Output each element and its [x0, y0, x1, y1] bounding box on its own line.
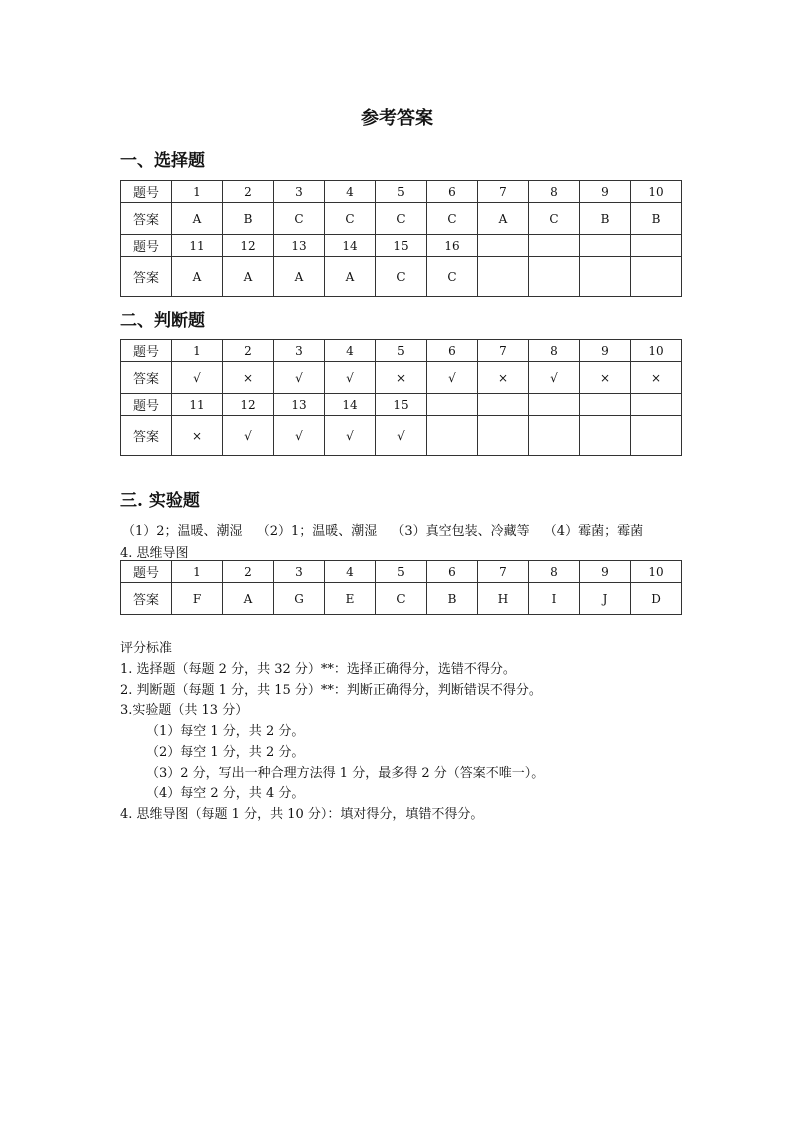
- table-row: [121, 394, 682, 416]
- table-cell: 15: [376, 235, 427, 257]
- table-cell: [529, 235, 580, 257]
- table-cell: 11: [172, 235, 223, 257]
- table-cell: 14: [325, 394, 376, 416]
- table-cell: 9: [580, 181, 631, 203]
- scoring-line: 3.实验题（共 13 分）: [120, 703, 249, 718]
- table-row: [121, 340, 682, 362]
- table-cell: 1: [172, 340, 223, 362]
- table-cell: F: [172, 583, 223, 615]
- row-label: 题号: [121, 340, 172, 362]
- table-cell: 5: [376, 181, 427, 203]
- table-cell: [631, 416, 682, 456]
- table-cell: A: [274, 257, 325, 297]
- table-cell: 9: [580, 561, 631, 583]
- scoring-line: 4. 思维导图（每题 1 分，共 10 分）：填对得分，填错不得分。: [120, 807, 484, 822]
- table-row: [121, 416, 682, 456]
- table-cell: [631, 235, 682, 257]
- judge-answer-table: [120, 339, 682, 456]
- table-cell: 3: [274, 561, 325, 583]
- table-row: [121, 362, 682, 394]
- section-choice-heading: 一、选择题: [120, 151, 205, 171]
- table-cell: [529, 394, 580, 416]
- table-cell: 3: [274, 181, 325, 203]
- table-cell: 7: [478, 340, 529, 362]
- scoring-line: （1）每空 1 分，共 2 分。: [146, 724, 305, 739]
- table-cell: A: [172, 257, 223, 297]
- table-cell: 15: [376, 394, 427, 416]
- table-cell: H: [478, 583, 529, 615]
- table-cell: C: [325, 203, 376, 235]
- row-label: 题号: [121, 235, 172, 257]
- row-label: 答案: [121, 362, 172, 394]
- page-title: 参考答案: [361, 108, 433, 129]
- table-cell: 1: [172, 561, 223, 583]
- table-cell: A: [172, 203, 223, 235]
- table-cell: 14: [325, 235, 376, 257]
- scoring-line: （2）每空 1 分，共 2 分。: [146, 745, 305, 760]
- experiment-answer-2: （2）1；温暖、潮湿: [256, 524, 378, 539]
- table-cell: [631, 394, 682, 416]
- section-judge-heading: 二、判断题: [120, 311, 205, 331]
- table-row: [121, 561, 682, 583]
- table-row: [121, 181, 682, 203]
- table-cell: [580, 235, 631, 257]
- row-label: 题号: [121, 561, 172, 583]
- table-cell: [478, 416, 529, 456]
- table-cell: [580, 257, 631, 297]
- table-cell: 8: [529, 181, 580, 203]
- table-cell: 6: [427, 340, 478, 362]
- table-cell: √: [172, 362, 223, 394]
- row-label: 答案: [121, 583, 172, 615]
- table-cell: 6: [427, 561, 478, 583]
- table-cell: 9: [580, 340, 631, 362]
- table-cell: [580, 416, 631, 456]
- scoring-title: 评分标准: [120, 641, 173, 656]
- table-cell: 7: [478, 561, 529, 583]
- row-label: 题号: [121, 181, 172, 203]
- table-cell: E: [325, 583, 376, 615]
- table-cell: [631, 257, 682, 297]
- table-cell: B: [580, 203, 631, 235]
- table-cell: [478, 257, 529, 297]
- table-cell: 2: [223, 561, 274, 583]
- table-cell: ×: [631, 362, 682, 394]
- table-cell: B: [223, 203, 274, 235]
- table-cell: √: [274, 416, 325, 456]
- table-cell: [529, 257, 580, 297]
- table-cell: 12: [223, 394, 274, 416]
- table-cell: D: [631, 583, 682, 615]
- table-cell: [478, 394, 529, 416]
- row-label: 题号: [121, 394, 172, 416]
- table-cell: 10: [631, 561, 682, 583]
- table-cell: 8: [529, 561, 580, 583]
- table-cell: 1: [172, 181, 223, 203]
- row-label: 答案: [121, 257, 172, 297]
- table-cell: √: [223, 416, 274, 456]
- table-cell: 5: [376, 340, 427, 362]
- scoring-line: 1. 选择题（每题 2 分，共 32 分）**：选择正确得分，选错不得分。: [120, 662, 516, 677]
- choice-answer-table: [120, 180, 682, 297]
- table-cell: √: [325, 362, 376, 394]
- experiment-answer-3: （3）真空包装、冷藏等: [391, 524, 530, 539]
- table-cell: C: [427, 203, 478, 235]
- table-cell: √: [325, 416, 376, 456]
- table-cell: √: [274, 362, 325, 394]
- table-cell: 5: [376, 561, 427, 583]
- table-cell: √: [529, 362, 580, 394]
- table-cell: 4: [325, 181, 376, 203]
- table-cell: [478, 235, 529, 257]
- table-cell: ×: [478, 362, 529, 394]
- table-cell: A: [223, 257, 274, 297]
- table-cell: [529, 416, 580, 456]
- table-cell: C: [427, 257, 478, 297]
- table-row: [121, 203, 682, 235]
- table-cell: 3: [274, 340, 325, 362]
- mindmap-label: 4. 思维导图: [120, 546, 189, 561]
- table-cell: 2: [223, 181, 274, 203]
- table-cell: C: [376, 257, 427, 297]
- table-cell: 10: [631, 340, 682, 362]
- table-cell: C: [376, 583, 427, 615]
- table-cell: [427, 416, 478, 456]
- table-cell: ×: [223, 362, 274, 394]
- table-cell: C: [529, 203, 580, 235]
- table-cell: C: [274, 203, 325, 235]
- table-cell: [580, 394, 631, 416]
- table-cell: A: [325, 257, 376, 297]
- table-row: [121, 257, 682, 297]
- row-label: 答案: [121, 203, 172, 235]
- experiment-answers: [122, 520, 653, 539]
- table-cell: A: [223, 583, 274, 615]
- row-label: 答案: [121, 416, 172, 456]
- table-cell: 7: [478, 181, 529, 203]
- table-cell: √: [376, 416, 427, 456]
- scoring-line: （4）每空 2 分，共 4 分。: [146, 786, 305, 801]
- table-cell: J: [580, 583, 631, 615]
- table-cell: 4: [325, 340, 376, 362]
- mindmap-answer-table: [120, 560, 682, 615]
- table-cell: G: [274, 583, 325, 615]
- table-cell: [427, 394, 478, 416]
- table-cell: B: [427, 583, 478, 615]
- table-cell: ×: [172, 416, 223, 456]
- table-cell: 6: [427, 181, 478, 203]
- table-cell: ×: [580, 362, 631, 394]
- table-cell: 13: [274, 235, 325, 257]
- table-cell: A: [478, 203, 529, 235]
- table-cell: ×: [376, 362, 427, 394]
- table-cell: 4: [325, 561, 376, 583]
- table-cell: 13: [274, 394, 325, 416]
- table-cell: C: [376, 203, 427, 235]
- table-cell: 2: [223, 340, 274, 362]
- scoring-line: （3）2 分，写出一种合理方法得 1 分，最多得 2 分（答案不唯一）。: [146, 766, 545, 781]
- table-row: [121, 583, 682, 615]
- table-cell: 12: [223, 235, 274, 257]
- table-cell: B: [631, 203, 682, 235]
- table-cell: 10: [631, 181, 682, 203]
- scoring-line: 2. 判断题（每题 1 分，共 15 分）**：判断正确得分，判断错误不得分。: [120, 683, 542, 698]
- table-cell: 11: [172, 394, 223, 416]
- table-row: [121, 235, 682, 257]
- table-cell: 8: [529, 340, 580, 362]
- table-cell: 16: [427, 235, 478, 257]
- table-cell: √: [427, 362, 478, 394]
- experiment-answer-4: （4）霉菌；霉菌: [543, 524, 644, 539]
- section-experiment-heading: 三. 实验题: [120, 491, 200, 511]
- table-cell: I: [529, 583, 580, 615]
- experiment-answer-1: （1）2；温暖、潮湿: [122, 524, 243, 539]
